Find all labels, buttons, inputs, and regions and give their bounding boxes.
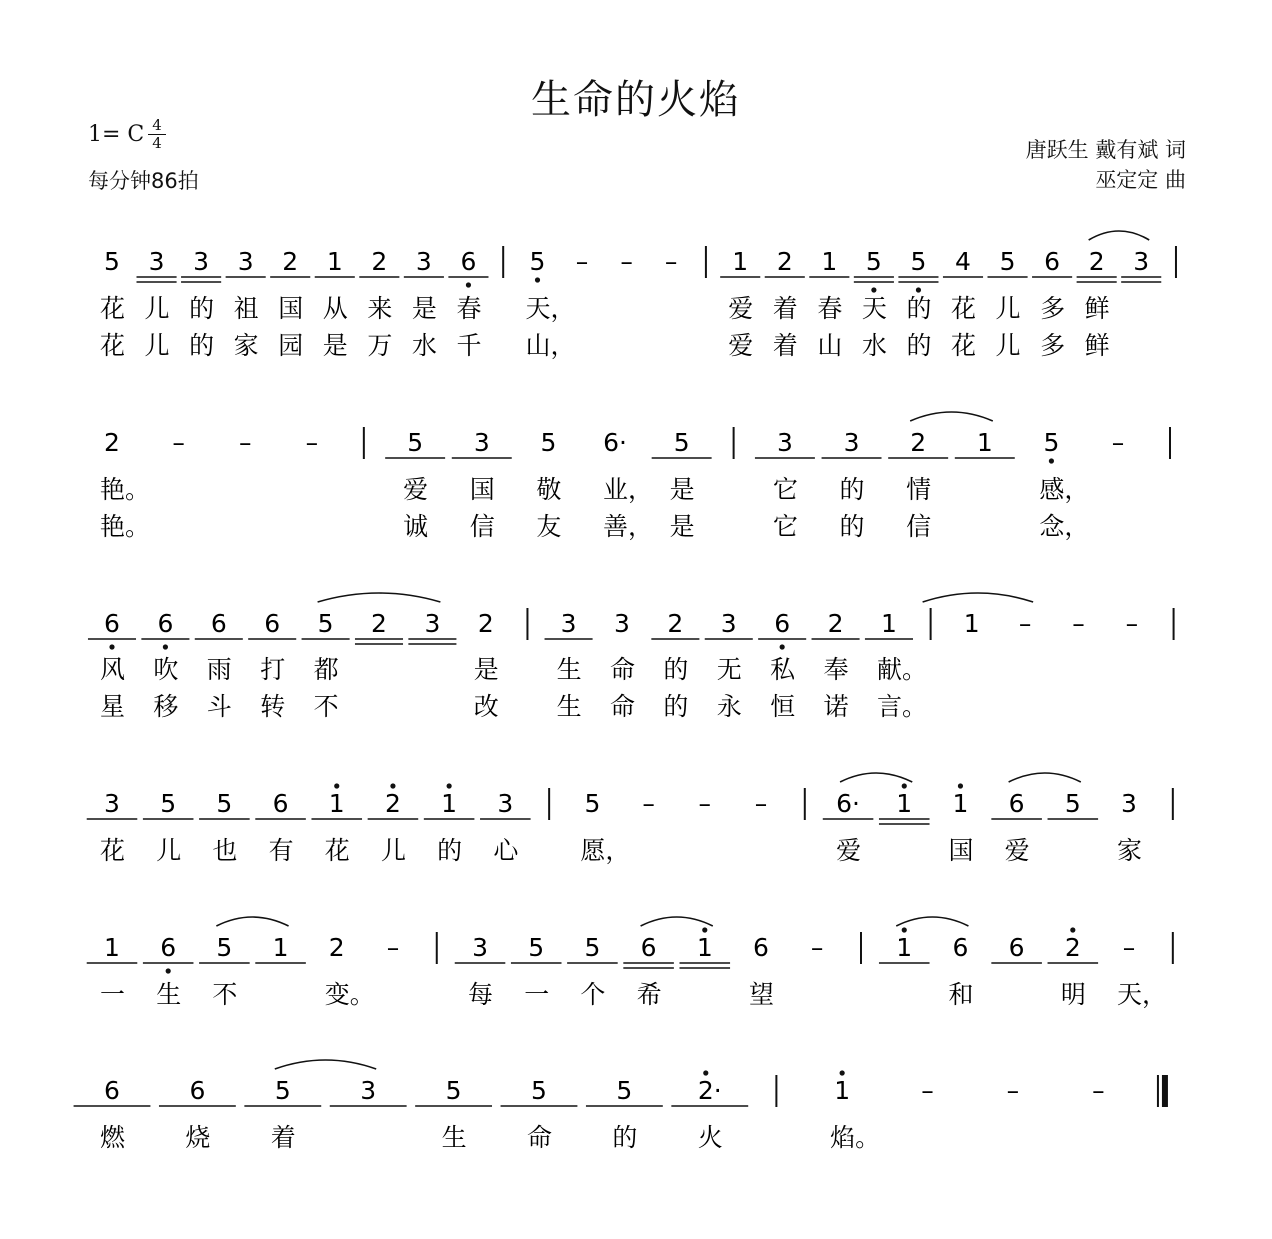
lyric-syllable: 鲜	[1084, 331, 1110, 360]
lyric-syllable: 家	[1117, 836, 1143, 865]
slur	[1009, 773, 1081, 782]
lyric-syllable: 的	[189, 294, 215, 323]
jianpu-note: 1	[881, 609, 897, 638]
lyric-syllable: 燃	[100, 1123, 126, 1152]
lyric-syllable: 国	[948, 836, 974, 865]
lyric-syllable: 情	[906, 475, 932, 504]
jianpu-note: 1	[976, 428, 993, 457]
dash-note: –	[386, 933, 400, 962]
dash-note: –	[1006, 1076, 1020, 1105]
jianpu-note: 1	[441, 789, 458, 818]
lyric-syllable: 多	[1040, 294, 1066, 323]
key-signature: 1= C	[88, 122, 145, 147]
system-3	[88, 593, 1174, 721]
jianpu-note: 2	[384, 789, 401, 818]
octave-dot-high	[1070, 927, 1075, 932]
song-title: 生命的火焰	[531, 77, 741, 123]
time-signature-bottom: 4	[152, 134, 162, 152]
slur	[910, 412, 993, 421]
jianpu-note: 6	[157, 609, 174, 638]
lyric-syllable: 家	[233, 331, 259, 360]
jianpu-note: 6	[952, 933, 969, 962]
octave-dot-low	[780, 644, 785, 649]
jianpu-note: 6	[1044, 247, 1061, 276]
jianpu-note: 3	[614, 609, 630, 638]
lyric-syllable: 花	[100, 836, 126, 865]
lyric-syllable: 献。	[876, 655, 927, 684]
lyric-syllable: 的	[612, 1123, 638, 1152]
lyric-syllable: 花	[100, 294, 126, 323]
jianpu-note: 5	[529, 247, 546, 276]
lyric-syllable: 火	[697, 1123, 723, 1152]
jianpu-note: 2	[1088, 247, 1105, 276]
jianpu-note: 3	[415, 247, 432, 276]
lyric-syllable: 不	[212, 980, 238, 1009]
slur	[923, 593, 1034, 602]
lyric-syllable: 都	[313, 655, 339, 684]
lyric-syllable: 也	[212, 836, 238, 865]
jianpu-note: 1	[821, 247, 838, 276]
lyric-syllable: 多	[1040, 331, 1066, 360]
lyric-syllable: 焰。	[830, 1123, 881, 1152]
octave-dot-high	[902, 783, 907, 788]
jianpu-note: 5	[407, 428, 424, 457]
jianpu-note: 1	[896, 933, 913, 962]
slur	[1089, 231, 1150, 240]
lyric-syllable: 天，	[525, 294, 576, 323]
lyric-syllable: 命	[609, 692, 635, 721]
lyric-syllable: 永	[716, 692, 742, 721]
lyric-syllable: 山，	[525, 331, 576, 360]
lyric-syllable: 国	[278, 294, 304, 323]
lyric-syllable: 花	[950, 294, 977, 323]
jianpu-note: 5	[216, 789, 233, 818]
lyric-syllable: 水	[861, 331, 887, 360]
jianpu-note: 4	[955, 247, 971, 276]
octave-dot-low	[163, 644, 168, 649]
lyric-syllable: 着	[270, 1123, 296, 1152]
jianpu-note: 6	[640, 933, 657, 962]
lyric-syllable: 风	[100, 655, 126, 684]
slur	[275, 1060, 376, 1069]
jianpu-note: 3	[472, 933, 488, 962]
jianpu-note: 5	[216, 933, 233, 962]
jianpu-note: 3	[843, 428, 860, 457]
lyric-syllable: 命	[609, 655, 635, 684]
lyric-syllable: 它	[772, 475, 798, 504]
jianpu-note: 6	[774, 609, 791, 638]
octave-dot-high	[447, 783, 452, 788]
jianpu-note: 3	[1121, 789, 1137, 818]
octave-dot-low	[1049, 458, 1054, 463]
jianpu-note: 2	[282, 247, 299, 276]
jianpu-note: 1	[896, 789, 913, 818]
jianpu-note: 1	[696, 933, 713, 962]
jianpu-note: 5	[1043, 428, 1060, 457]
jianpu-note: 3	[360, 1076, 377, 1105]
lyric-syllable: 爱	[728, 294, 754, 323]
lyric-syllable: 诺	[823, 692, 849, 721]
lyric-syllable: 敬	[536, 475, 562, 504]
jianpu-note: 6	[264, 609, 281, 638]
lyric-syllable: 儿	[144, 331, 170, 360]
lyric-syllable: 的	[839, 512, 865, 541]
octave-dot-high	[702, 927, 707, 932]
octave-dot-low	[166, 968, 171, 973]
lyric-syllable: 的	[906, 331, 932, 360]
jianpu-note: 2	[1064, 933, 1081, 962]
dash-note: –	[754, 789, 768, 818]
jianpu-note: 3	[148, 247, 165, 276]
lyric-syllable: 一	[100, 980, 126, 1009]
dash-note: –	[305, 428, 319, 457]
jianpu-note: 5	[999, 247, 1016, 276]
lyric-syllable: 是	[322, 331, 348, 360]
octave-dot-high	[958, 783, 963, 788]
jianpu-note: 2	[827, 609, 844, 638]
lyric-syllable: 烧	[185, 1123, 211, 1152]
octave-dot-high	[390, 783, 395, 788]
octave-dot-high	[840, 1070, 845, 1075]
lyric-syllable: 国	[469, 475, 495, 504]
lyric-syllable: 愿，	[580, 836, 631, 865]
jianpu-note: 6	[1008, 789, 1025, 818]
tempo-marking: 每分钟86拍	[88, 169, 199, 193]
system-6	[74, 1060, 1165, 1152]
lyric-syllable: 艳。	[100, 475, 151, 504]
dash-note: –	[1111, 428, 1125, 457]
jianpu-note: 3	[497, 789, 514, 818]
jianpu-note: 2	[477, 609, 494, 638]
lyric-syllable: 变。	[324, 980, 375, 1009]
lyric-syllable: 儿	[995, 294, 1021, 323]
time-signature-top: 4	[152, 116, 162, 134]
lyric-syllable: 儿	[380, 836, 406, 865]
jianpu-note: 3	[424, 609, 441, 638]
jianpu-note: 5	[910, 247, 927, 276]
lyric-syllable: 是	[473, 655, 499, 684]
dash-note: –	[810, 933, 824, 962]
jianpu-note: 6·	[603, 428, 627, 457]
system-1	[100, 231, 1176, 360]
lyric-syllable: 它	[772, 512, 798, 541]
lyric-syllable: 鲜	[1084, 294, 1110, 323]
dash-note: –	[664, 247, 678, 276]
dash-note: –	[1125, 609, 1139, 638]
jianpu-note: 2	[776, 247, 793, 276]
jianpu-note: 6	[104, 609, 120, 638]
lyric-syllable: 吹	[153, 655, 179, 684]
jianpu-note: 5	[445, 1076, 462, 1105]
jianpu-note: 3	[1133, 247, 1150, 276]
lyric-syllable: 雨	[206, 655, 232, 684]
lyric-syllable: 儿	[156, 836, 182, 865]
dash-note: –	[1092, 1076, 1105, 1105]
jianpu-note: 5	[274, 1076, 291, 1105]
jianpu-note: 1	[326, 247, 343, 276]
lyric-syllable: 信	[469, 512, 495, 541]
jianpu-note: 1	[732, 247, 749, 276]
dash-note: –	[642, 789, 655, 818]
slur	[216, 917, 288, 926]
jianpu-note: 2	[104, 428, 120, 457]
lyric-syllable: 业，	[603, 475, 654, 504]
lyric-syllable: 花	[950, 331, 977, 360]
jianpu-note: 6·	[836, 789, 860, 818]
lyric-syllable: 有	[268, 836, 294, 865]
lyric-syllable: 生	[556, 655, 582, 684]
jianpu-note: 2	[667, 609, 684, 638]
lyricist-credit: 唐跃生 戴有斌 词	[1025, 138, 1186, 162]
lyric-syllable: 花	[100, 331, 126, 360]
jianpu-note: 5	[865, 247, 882, 276]
octave-dot-low	[871, 287, 876, 292]
lyric-syllable: 是	[669, 512, 695, 541]
dash-note: –	[921, 1076, 934, 1105]
lyric-syllable: 星	[100, 692, 126, 721]
lyric-syllable: 善，	[603, 512, 654, 541]
lyric-syllable: 言。	[876, 692, 927, 721]
jianpu-note: 5	[531, 1076, 547, 1105]
jianpu-note: 6	[210, 609, 227, 638]
octave-dot-low	[466, 282, 471, 287]
lyric-syllable: 无	[716, 655, 742, 684]
lyric-syllable: 的	[663, 655, 689, 684]
dash-note: –	[1072, 609, 1085, 638]
dash-note: –	[239, 428, 252, 457]
jianpu-note: 6	[753, 933, 769, 962]
lyric-syllable: 千	[456, 331, 482, 360]
dash-note: –	[575, 247, 589, 276]
lyric-syllable: 是	[669, 475, 695, 504]
system-5	[87, 917, 1173, 1009]
lyric-syllable: 命	[526, 1123, 552, 1152]
lyric-syllable: 爱	[836, 836, 862, 865]
lyric-syllable: 儿	[995, 331, 1021, 360]
slur	[318, 593, 441, 602]
lyric-syllable: 水	[411, 331, 437, 360]
jianpu-note: 6	[272, 789, 289, 818]
jianpu-note: 2	[371, 609, 387, 638]
lyric-syllable: 天，	[1117, 980, 1168, 1009]
jianpu-note: 5	[673, 428, 690, 457]
lyric-syllable: 爱	[403, 475, 429, 504]
lyric-syllable: 园	[278, 331, 304, 360]
lyric-syllable: 从	[322, 294, 348, 323]
lyric-syllable: 艳。	[100, 512, 151, 541]
jianpu-note: 5	[584, 789, 601, 818]
lyric-syllable: 生	[156, 980, 182, 1009]
lyric-syllable: 打	[260, 655, 286, 684]
jianpu-note: 3	[473, 428, 490, 457]
lyric-syllable: 的	[839, 475, 865, 504]
lyric-syllable: 着	[772, 294, 798, 323]
system-4	[87, 773, 1173, 865]
jianpu-note: 5	[584, 933, 601, 962]
lyric-syllable: 春	[817, 294, 843, 323]
octave-dot-high	[703, 1070, 708, 1075]
lyric-syllable: 天	[861, 294, 887, 323]
lyric-syllable: 感，	[1039, 475, 1090, 504]
lyric-syllable: 恒	[770, 692, 796, 721]
jianpu-note: 5	[540, 428, 557, 457]
lyric-syllable: 的	[189, 331, 215, 360]
lyric-syllable: 奉	[823, 655, 849, 684]
jianpu-note: 6	[104, 1076, 120, 1105]
lyric-syllable: 念，	[1039, 512, 1090, 541]
lyric-syllable: 移	[153, 692, 179, 721]
octave-dot-low	[535, 277, 540, 282]
dash-note: –	[1018, 609, 1032, 638]
lyric-syllable: 斗	[206, 692, 232, 721]
lyric-syllable: 改	[473, 692, 499, 721]
jianpu-note: 1	[834, 1076, 851, 1105]
jianpu-note: 3	[104, 789, 120, 818]
lyric-syllable: 诚	[403, 512, 429, 541]
slur	[641, 917, 713, 926]
lyric-syllable: 的	[906, 294, 932, 323]
jianpu-note: 2	[328, 933, 345, 962]
lyric-syllable: 是	[411, 294, 437, 323]
composer-credit: 巫定定 曲	[1095, 168, 1186, 192]
jianpu-note: 5	[317, 609, 334, 638]
slur	[896, 917, 968, 926]
jianpu-note: 6	[460, 247, 477, 276]
octave-dot-low	[109, 644, 114, 649]
octave-dot-high	[334, 783, 339, 788]
lyric-syllable: 不	[313, 692, 339, 721]
jianpu-note: 2·	[697, 1076, 722, 1105]
lyric-syllable: 转	[260, 692, 286, 721]
lyric-syllable: 的	[437, 836, 463, 865]
lyric-syllable: 信	[906, 512, 932, 541]
dash-note: –	[172, 428, 185, 457]
lyric-syllable: 生	[441, 1123, 467, 1152]
jianpu-note: 5	[616, 1076, 633, 1105]
jianpu-note: 1	[328, 789, 345, 818]
dash-note: –	[1122, 933, 1136, 962]
lyric-syllable: 和	[948, 980, 974, 1009]
jianpu-note: 1	[952, 789, 969, 818]
jianpu-note: 1	[963, 609, 980, 638]
slur	[840, 773, 912, 782]
lyric-syllable: 生	[556, 692, 582, 721]
jianpu-note: 1	[272, 933, 289, 962]
octave-dot-high	[902, 927, 907, 932]
jianpu-note: 5	[528, 933, 545, 962]
jianpu-note: 3	[237, 247, 254, 276]
lyric-syllable: 望	[748, 980, 774, 1009]
octave-dot-low	[916, 287, 921, 292]
jianpu-note: 5	[1064, 789, 1081, 818]
lyric-syllable: 友	[536, 512, 562, 541]
jianpu-note: 6	[1008, 933, 1025, 962]
dash-note: –	[698, 789, 712, 818]
jianpu-note: 5	[104, 247, 120, 276]
jianpu-note: 2	[371, 247, 388, 276]
lyric-syllable: 来	[367, 294, 393, 323]
lyric-syllable: 私	[770, 655, 796, 684]
lyric-syllable: 祖	[233, 294, 259, 323]
jianpu-note: 6	[160, 933, 177, 962]
jianpu-note: 6	[189, 1076, 206, 1105]
jianpu-note: 3	[560, 609, 577, 638]
lyric-syllable: 个	[580, 980, 606, 1009]
jianpu-note: 1	[104, 933, 120, 962]
lyric-syllable: 的	[663, 692, 689, 721]
lyric-syllable: 着	[772, 331, 798, 360]
lyric-syllable: 心	[493, 836, 519, 865]
jianpu-note: 3	[776, 428, 793, 457]
jianpu-note: 3	[720, 609, 737, 638]
lyric-syllable: 爱	[1004, 836, 1030, 865]
lyric-syllable: 春	[456, 294, 482, 323]
lyric-syllable: 明	[1060, 980, 1086, 1009]
dash-note: –	[620, 247, 633, 276]
lyric-syllable: 花	[324, 836, 350, 865]
lyric-syllable: 山	[817, 331, 843, 360]
lyric-syllable: 希	[636, 980, 662, 1009]
lyric-syllable: 每	[468, 980, 494, 1009]
lyric-syllable: 一	[524, 980, 550, 1009]
lyric-syllable: 爱	[728, 331, 754, 360]
system-2	[100, 412, 1170, 541]
jianpu-note: 2	[910, 428, 927, 457]
jianpu-note: 3	[193, 247, 210, 276]
jianpu-note: 5	[160, 789, 177, 818]
lyric-syllable: 儿	[144, 294, 170, 323]
lyric-syllable: 万	[367, 331, 393, 360]
